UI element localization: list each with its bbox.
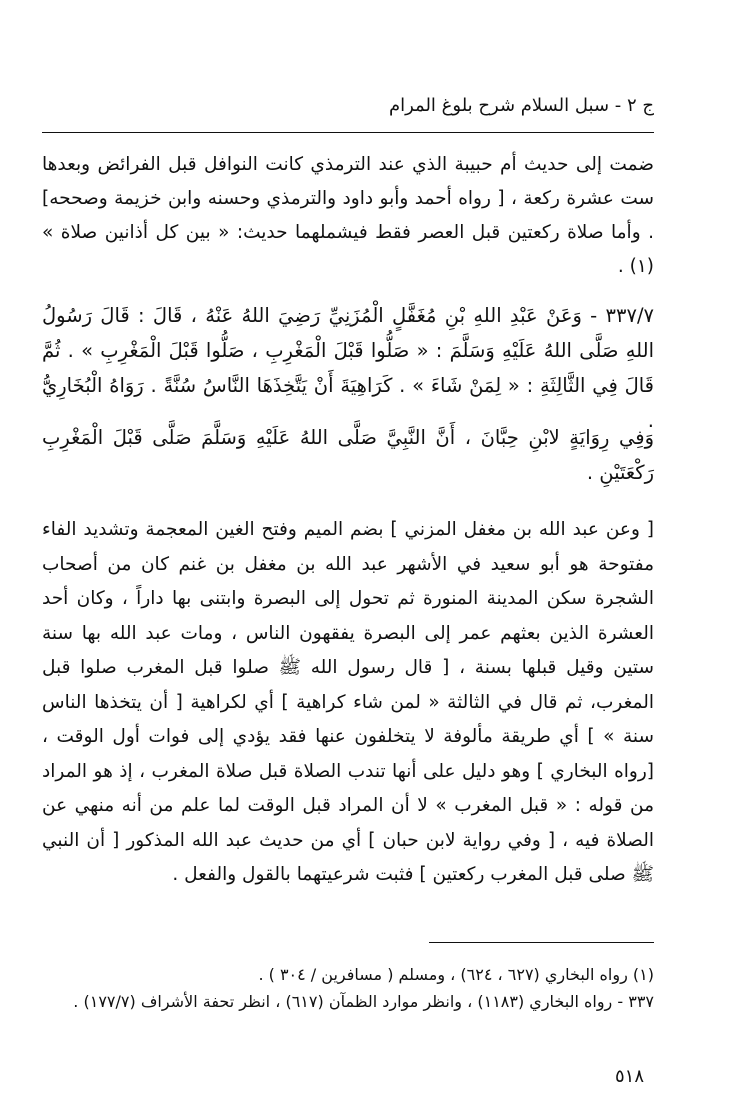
footnote-337: ٣٣٧ - رواه البخاري (١١٨٣) ، وانظر موارد الظمآن (٦١٧) ، انظر تحفة الأشراف (١٧٧/٧) . bbox=[73, 992, 654, 1011]
footnote-1: (١) رواه البخاري (٦٢٧ ، ٦٢٤) ، ومسلم ( مسافرين / ٣٠٤ ) . bbox=[258, 965, 654, 984]
hadith-text-337: ٣٣٧/٧ - وَعَنْ عَبْدِ اللهِ بْنِ مُغَفَّلٍ الْمُزَنِيِّ رَضِيَ اللهُ عَنْهُ ، قَالَ : قَالَ رَسُولُ اللهِ صَلَّى اللهُ عَلَيْهِ وَسَلَّمَ : « صَلُّوا قَبْلَ الْمَغْرِبِ ، صَلُّوا قَبْلَ الْمَغْرِبِ » . ثُمَّ قَالَ فِي الثَّالِثَةِ : « لِمَنْ شَاءَ » . كَرَاهِيَةَ أَنْ يَتَّخِذَهَا النَّاسُ سُنَّةً . رَوَاهُ الْبُخَارِيُّ . bbox=[42, 304, 654, 432]
footnote-rule bbox=[429, 942, 654, 943]
page-number: ٥١٨ bbox=[614, 1066, 644, 1087]
commentary-paragraph-continued: ضمت إلى حديث أم حبيبة الذي عند الترمذي كانت النوافل قبل الفرائض وبعدها ست عشرة ركعة ، [ رواه أحمد وأبو داود والترمذي وحسنه وابن خزيمة وصححه] . وأما صلاة ركعتين قبل العصر فقط فيشملهما حديث: « بين كل أذانين صلاة » (١) . bbox=[42, 154, 654, 277]
header-rule bbox=[42, 132, 654, 133]
hadith-riwaya-ibn-hibban: وَفِي رِوَايَةٍ لابْنِ حِبَّانَ ، أَنَّ النَّبِيَّ صَلَّى اللهُ عَلَيْهِ وَسَلَّمَ صَلَّى قَبْلَ الْمَغْرِبِ رَكْعَتَيْنِ . bbox=[42, 426, 654, 484]
running-header: ج ٢ - سبل السلام شرح بلوغ المرام bbox=[388, 95, 654, 116]
commentary-paragraph: [ وعن عبد الله بن مغفل المزني ] بضم الميم وفتح الغين المعجمة وتشديد الفاء مفتوحة هو أبو سعيد في الأشهر عبد الله بن مغفل بن غنم كان من أصحاب الشجرة سكن المدينة المنورة ثم تحول إلى البصرة وابتنى بها داراً ، وكان أحد العشرة الذين بعثهم عمر إلى البصرة يفقهون الناس ، ومات عبد الله بها سنة ستين وقيل قبلها بسنة ، [ قال رسول الله ﷺ صلوا قبل المغرب صلوا قبل المغرب، ثم قال في الثالثة « لمن شاء كراهية ] أي لكراهية [ أن يتخذها الناس سنة » ] أي طريقة مألوفة لا يتخلفون عنها فقد يؤدي إلى فوات أول الوقت ، [رواه البخاري ] وهو دليل على أنها تندب الصلاة قبل صلاة المغرب ، إذ هو المراد من قوله : « قبل المغرب » لا أن المراد قبل الوقت لما علم من أنه منهي عن الصلاة فيه ، [ وفي رواية لابن حبان ] أي من حديث عبد الله المذكور [ أن النبي ﷺ صلى قبل المغرب ركعتين ] فثبت شرعيتهما بالقول والفعل . bbox=[42, 519, 654, 885]
